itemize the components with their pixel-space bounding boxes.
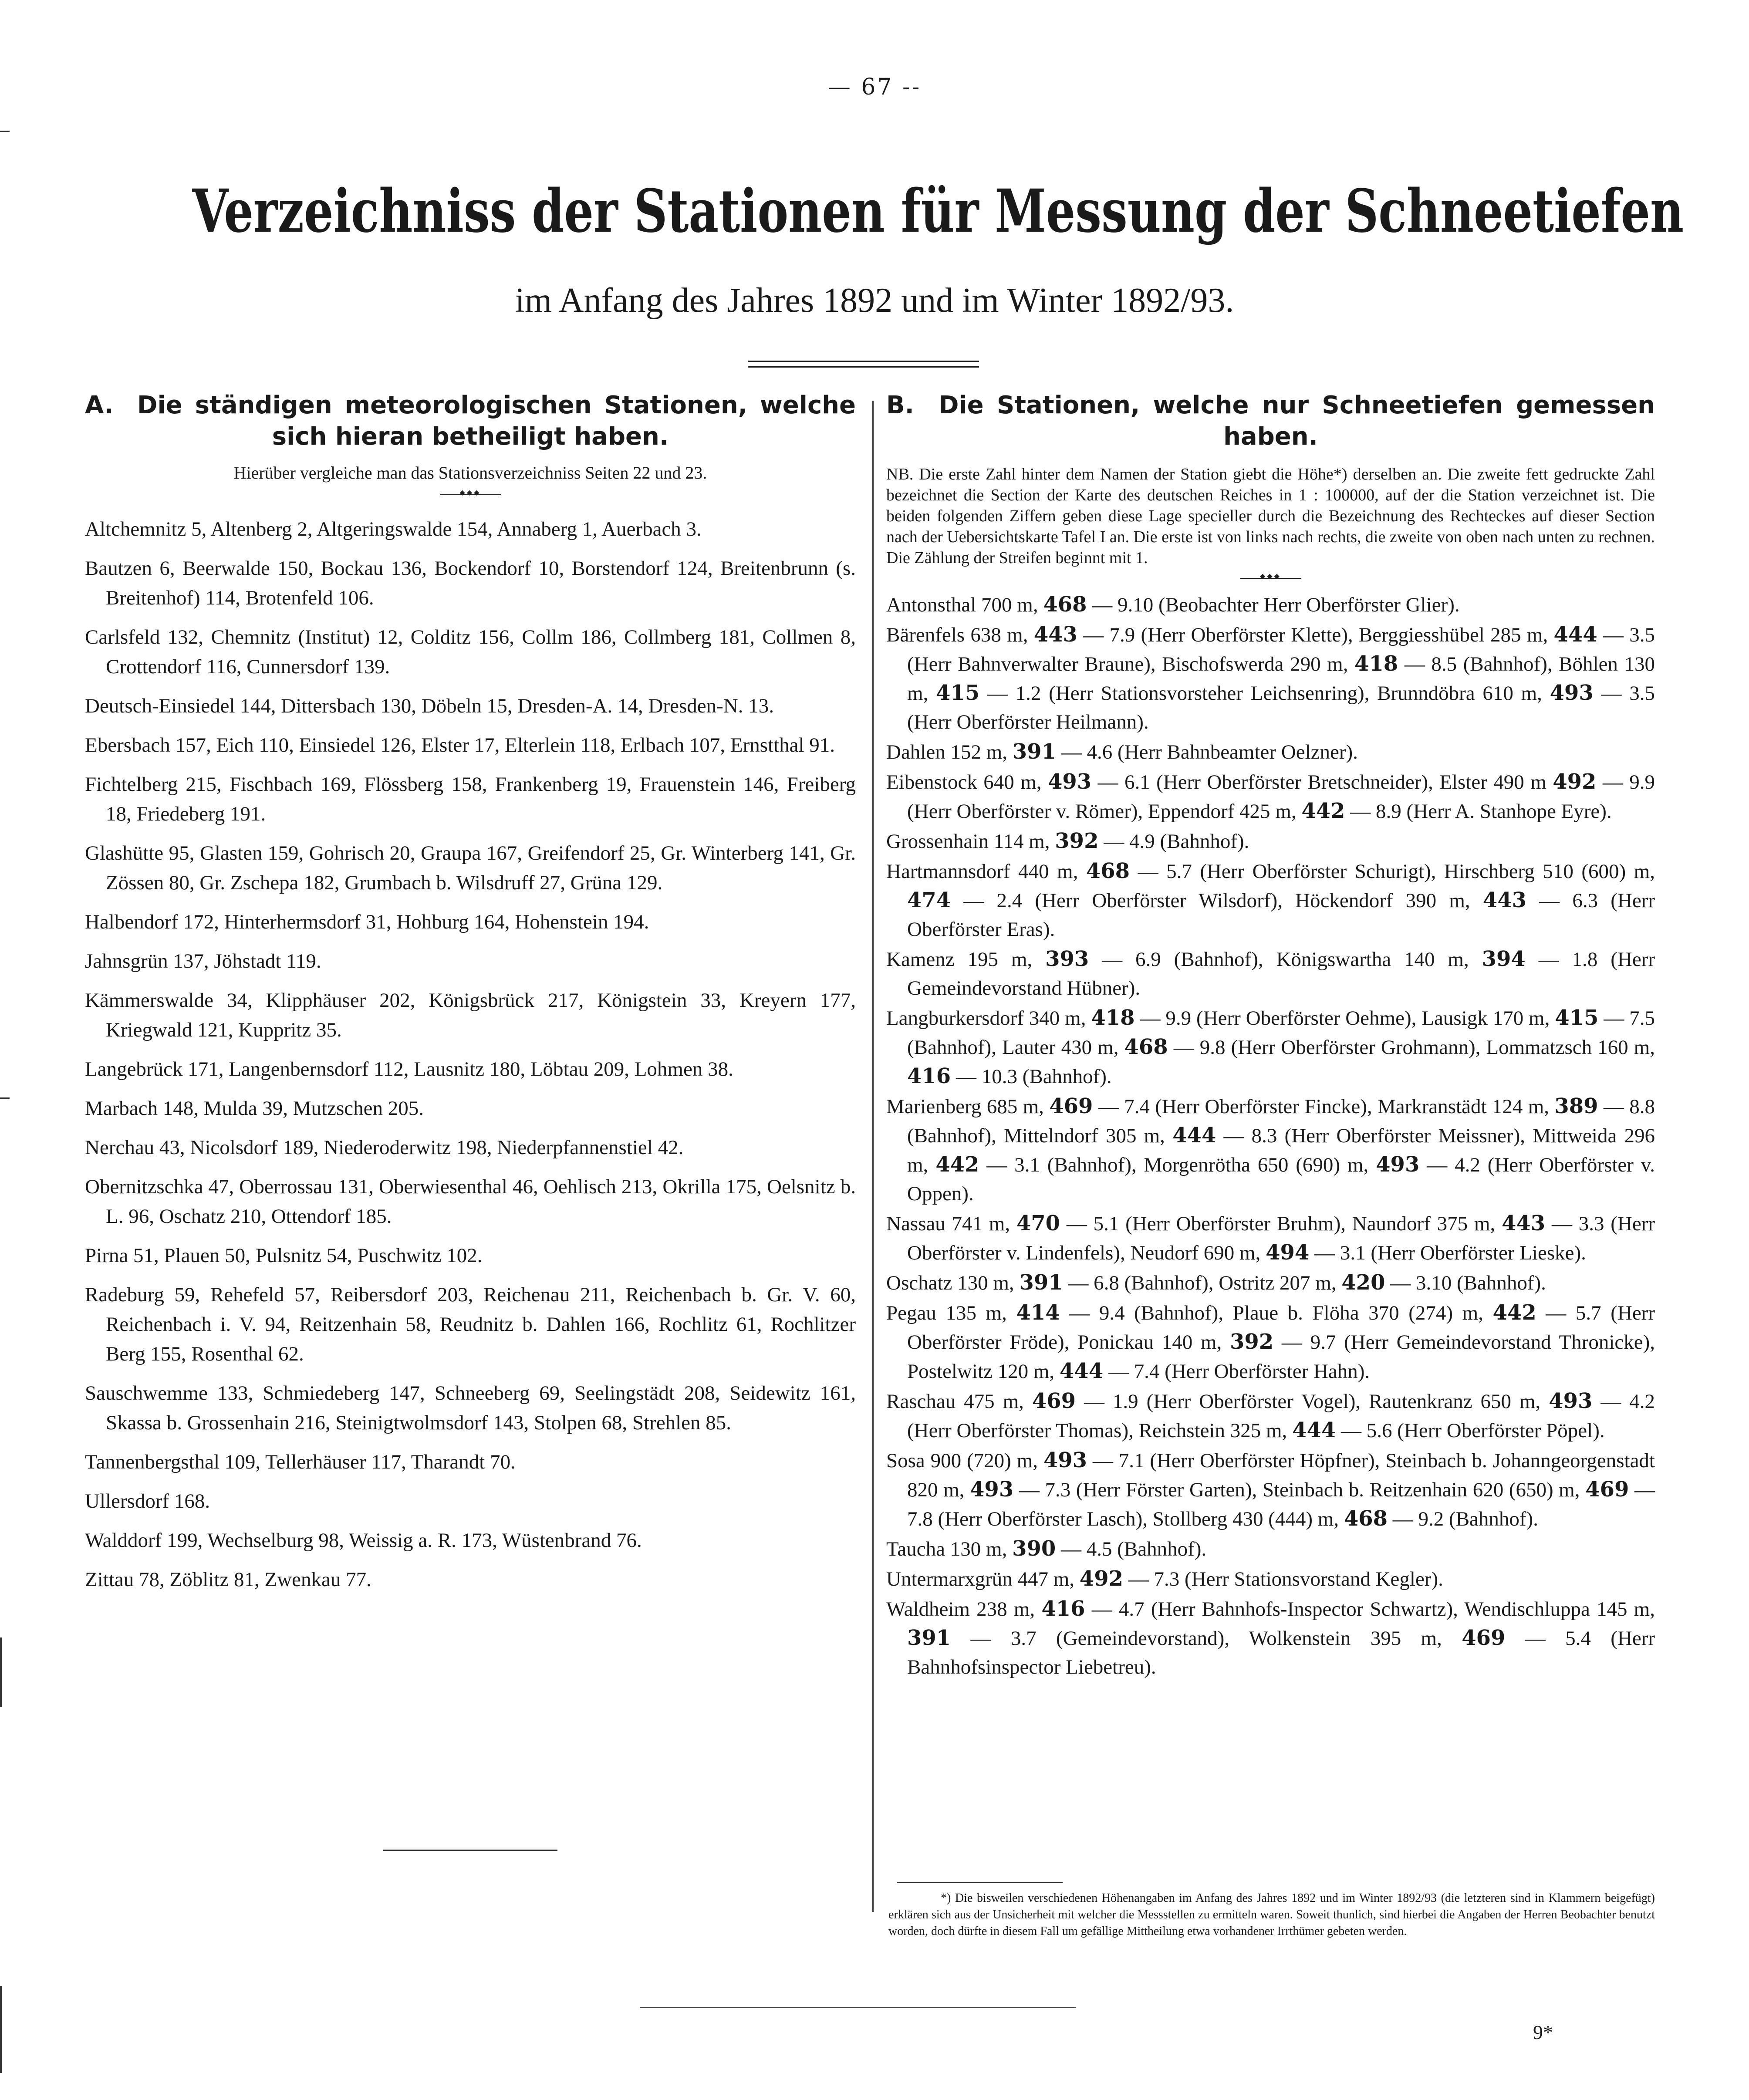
entry-text: Bärenfels 638 m, xyxy=(886,624,1034,646)
map-section-number: 494 xyxy=(1266,1240,1310,1265)
map-section-number: 442 xyxy=(1492,1300,1536,1325)
map-section-number: 493 xyxy=(1550,681,1594,705)
station-entry: Jahnsgrün 137, Jöhstadt 119. xyxy=(85,950,321,972)
map-section-number: 493 xyxy=(1047,770,1092,794)
station-entry xyxy=(886,827,1655,856)
entry-text: Oschatz 130 m, xyxy=(886,1272,1020,1294)
entry-text: — 4.7 (Herr Bahnhofs-Inspector Schwartz), Wendischluppa 145 m, xyxy=(1085,1598,1655,1621)
entry-text: — 6.3 (Herr Oberförster Eras). xyxy=(907,889,1655,941)
entry-text: — 7.4 (Herr Oberförster Hahn). xyxy=(1103,1360,1370,1383)
station-entry: Ullersdorf 168. xyxy=(85,1490,210,1513)
entry-text: — 4.6 (Herr Bahnbeamter Oelzner). xyxy=(1056,741,1358,763)
entry-text: — 1.2 (Herr Stationsvorsteher Leichsenring), Brunndöbra 610 m, xyxy=(979,682,1550,705)
entry-text: — 9.4 (Bahnhof), Plaue b. Flöha 370 (274) m, xyxy=(1060,1302,1493,1324)
entry-text: — 7.3 (Herr Stationsvorstand Kegler). xyxy=(1123,1568,1443,1590)
entry-text: — 3.7 (Gemeindevorstand), Wolkenstein 395 m, xyxy=(951,1627,1462,1650)
section-b xyxy=(886,390,1655,1682)
map-section-number: 443 xyxy=(1501,1211,1546,1236)
map-section-number: 469 xyxy=(1462,1626,1506,1650)
entry-text: — 9.9 (Herr Oberförster Oehme), Lausigk 170 m, xyxy=(1134,1007,1555,1030)
map-section-number: 470 xyxy=(1016,1211,1060,1236)
map-section-number: 468 xyxy=(1043,592,1087,617)
entry-text: — 10.3 (Bahnhof). xyxy=(951,1065,1112,1088)
entry-text: — 7.1 (Herr Oberförster Höpfner), Steinbach b. Johanngeorgenstadt 820 m, xyxy=(907,1449,1655,1501)
entry-text: — 7.8 (Herr Oberförster Lasch), Stollberg 430 (444) m, xyxy=(907,1479,1655,1530)
station-entry: Walddorf 199, Wechselburg 98, Weissig a. R. 173, Wüstenbrand 76. xyxy=(85,1529,642,1552)
section-a-heading-line1: Die ständigen meteorologischen Stationen, welche xyxy=(137,391,856,419)
entry-text: — 2.4 (Herr Oberförster Wilsdorf), Höckendorf 390 m, xyxy=(951,889,1483,912)
map-section-number: 493 xyxy=(1376,1152,1420,1177)
section-b-heading-line1: Die Stationen, welche nur Schneetiefen gemessen xyxy=(939,391,1655,419)
map-section-number: 469 xyxy=(1049,1094,1093,1118)
station-entry: Pirna 51, Plauen 50, Pulsnitz 54, Puschwitz 102. xyxy=(85,1244,483,1267)
column-divider xyxy=(872,401,874,1912)
station-entry xyxy=(886,1298,1655,1386)
page-title: Verzeichniss der Stationen für Messung der Schneetiefen xyxy=(192,176,1684,246)
station-entry: Halbendorf 172, Hinterhermsdorf 31, Hohburg 164, Hohenstein 194. xyxy=(85,911,649,933)
entry-text: Eibenstock 640 m, xyxy=(886,771,1048,793)
entry-text: — 3.10 (Bahnhof). xyxy=(1385,1272,1546,1294)
map-section-number: 390 xyxy=(1012,1536,1056,1561)
map-section-number: 443 xyxy=(1482,888,1526,912)
station-entry: Bautzen 6, Beerwalde 150, Bockau 136, Bockendorf 10, Borstendorf 124, Breitenbrunn (s. Breitenhof) 114, Brotenfeld 106. xyxy=(85,557,856,609)
map-section-number: 444 xyxy=(1172,1123,1216,1148)
map-section-number: 414 xyxy=(1016,1300,1060,1325)
station-entry xyxy=(886,1268,1655,1297)
map-section-number: 394 xyxy=(1482,947,1526,971)
map-section-number: 492 xyxy=(1553,770,1597,794)
station-entry: Zittau 78, Zöblitz 81, Zwenkau 77. xyxy=(85,1568,371,1591)
entry-text: Nassau 741 m, xyxy=(886,1212,1016,1235)
entry-text: — 6.1 (Herr Oberförster Bretschneider), Elster 490 m xyxy=(1091,771,1553,793)
entry-text: — 9.2 (Bahnhof). xyxy=(1388,1508,1538,1530)
section-a-letter: A. xyxy=(85,391,114,419)
map-section-number: 468 xyxy=(1086,859,1130,883)
entry-text: — 7.4 (Herr Oberförster Fincke), Markranstädt 124 m, xyxy=(1093,1095,1555,1118)
entry-text: — 7.9 (Herr Oberförster Klette), Berggiesshübel 285 m, xyxy=(1077,624,1554,646)
map-section-number: 391 xyxy=(1012,739,1056,764)
section-a xyxy=(85,390,856,1604)
entry-text: — 8.8 (Bahnhof), Mittelndorf 305 m, xyxy=(907,1095,1655,1147)
map-section-number: 416 xyxy=(907,1064,951,1088)
entry-text: — 8.5 (Bahnhof), Böhlen 130 m, xyxy=(907,653,1655,705)
entry-text: — 5.4 (Herr Bahnhofsinspector Liebetreu). xyxy=(907,1627,1655,1678)
section-a-heading xyxy=(85,390,856,452)
entry-text: — 4.9 (Bahnhof). xyxy=(1098,830,1249,853)
station-entry xyxy=(886,1003,1655,1091)
entry-text: Marienberg 685 m, xyxy=(886,1095,1050,1118)
entry-text: Untermarxgrün 447 m, xyxy=(886,1568,1080,1590)
map-section-number: 442 xyxy=(935,1152,979,1177)
station-entry xyxy=(886,1209,1655,1267)
footnote-rule xyxy=(897,1882,1063,1883)
scan-edge-mark xyxy=(0,1637,2,1707)
station-entry xyxy=(886,590,1655,619)
station-entry xyxy=(886,1534,1655,1563)
entry-text: — 9.10 (Beobachter Herr Oberförster Glier). xyxy=(1087,594,1460,616)
map-section-number: 493 xyxy=(1043,1448,1087,1472)
map-section-number: 474 xyxy=(907,888,951,912)
map-section-number: 468 xyxy=(1124,1035,1168,1059)
entry-text: Sosa 900 (720) m, xyxy=(886,1449,1043,1472)
entry-text: — 3.3 (Herr Oberförster v. Lindenfels), Neudorf 690 m, xyxy=(907,1212,1655,1264)
map-section-number: 393 xyxy=(1045,947,1089,971)
station-entry: Radeburg 59, Rehefeld 57, Reibersdorf 203, Reichenau 211, Reichenbach b. Gr. V. 60, Reichenbach i. V. 94, Reitzenhain 58, Reudnitz b. Dahlen 166, Rochlitz 61, Rochlitzer Berg 155, Rosenthal 62. xyxy=(85,1283,856,1365)
entry-text: — 8.3 (Herr Oberförster Meissner), Mittweida 296 m, xyxy=(907,1124,1655,1176)
map-section-number: 392 xyxy=(1230,1330,1274,1354)
station-entry xyxy=(886,1594,1655,1681)
station-entry xyxy=(886,857,1655,944)
station-entry xyxy=(886,737,1655,766)
section-a-note: Hierüber vergleiche man das Stationsverzeichniss Seiten 22 und 23. xyxy=(233,463,707,483)
map-section-number: 444 xyxy=(1059,1359,1104,1383)
entry-text: — 3.5 (Herr Oberförster Heilmann). xyxy=(907,682,1655,733)
station-entry: Deutsch-Einsiedel 144, Dittersbach 130, Döbeln 15, Dresden-A. 14, Dresden-N. 13. xyxy=(85,695,774,717)
map-section-number: 442 xyxy=(1301,799,1345,823)
entry-text: Raschau 475 m, xyxy=(886,1390,1032,1413)
page-number: — 67 -- xyxy=(827,74,922,100)
station-entry: Obernitzschka 47, Oberrossau 131, Oberwiesenthal 46, Oehlisch 213, Okrilla 175, Oelsnitz b. L. 96, Oschatz 210, Ottendorf 185. xyxy=(85,1175,856,1228)
section-b-heading xyxy=(886,390,1655,452)
station-entry xyxy=(886,1446,1655,1533)
entry-text: — 7.3 (Herr Förster Garten), Steinbach b. Reitzenhain 620 (650) m, xyxy=(1013,1479,1586,1501)
section-b-nb-note: NB. Die erste Zahl hinter dem Namen der Station giebt die Höhe*) derselben an. Die zweite fett gedruckte Zahl bezeichnet die Section der Karte des deutschen Reiches in 1 : 100000, auf der die Station verzeichnet ist. Die beiden folgenden Ziffern geben diese Lage specieller durch die Bezeichnung des Rechteckes auf dieser Section nach der Uebersichtskarte Tafel I an. Die erste ist von links nach rechts, die zweite von oben nach unten zu rechnen. Die Zählung der Streifen beginnt mit 1. xyxy=(886,465,1655,567)
map-section-number: 389 xyxy=(1554,1094,1598,1118)
scan-edge-mark xyxy=(0,1097,10,1099)
entry-text: Pegau 135 m, xyxy=(886,1302,1016,1324)
map-section-number: 391 xyxy=(907,1626,951,1650)
entry-text: — 9.9 (Herr Oberförster v. Römer), Eppendorf 425 m, xyxy=(907,771,1655,823)
entry-text: — 4.2 (Herr Oberförster v. Oppen). xyxy=(907,1154,1655,1205)
station-entry xyxy=(886,1092,1655,1208)
entry-text: — 7.5 (Bahnhof), Lauter 430 m, xyxy=(907,1007,1655,1059)
ornament-divider xyxy=(1240,576,1301,581)
map-section-number: 444 xyxy=(1553,622,1597,647)
scan-edge-mark xyxy=(0,131,10,132)
map-section-number: 469 xyxy=(1585,1477,1629,1502)
entry-text: — 5.7 (Herr Oberförster Schurigt), Hirschberg 510 (600) m, xyxy=(1130,860,1655,883)
footnote: *) Die bisweilen verschiedenen Höhenangaben im Anfang des Jahres 1892 und im Winter 1892/93 (die letzteren sind in Klammern beigefügt) erklären sich aus der Unsicherheit mit welcher die Messstellen zu ermitteln waren. Soweit thunlich, sind hierbei die Angaben der Herren Beobachter benutzt worden, doch dürfte in diesem Fall um gefällige Mittheilung etwa vorhandener Irrthümer gebeten werden. xyxy=(888,1891,1655,1938)
station-entry: Sauschwemme 133, Schmiedeberg 147, Schneeberg 69, Seelingstädt 208, Seidewitz 161, Skassa b. Grossenhain 216, Steinigtwolmsdorf 143, Stolpen 68, Strehlen 85. xyxy=(85,1382,856,1434)
map-section-number: 416 xyxy=(1041,1597,1085,1621)
entry-text: — 6.8 (Bahnhof), Ostritz 207 m, xyxy=(1063,1272,1342,1294)
station-entry xyxy=(886,767,1655,826)
entry-text: — 1.8 (Herr Gemeindevorstand Hübner). xyxy=(907,948,1655,999)
map-section-number: 443 xyxy=(1033,622,1077,647)
signature-mark: 9* xyxy=(1533,2021,1553,2043)
map-section-number: 420 xyxy=(1341,1270,1385,1295)
station-entry: Kämmerswalde 34, Klipphäuser 202, Königsbrück 217, Königstein 33, Kreyern 177, Kriegwald 121, Kuppritz 35. xyxy=(85,989,856,1041)
entry-text: Taucha 130 m, xyxy=(886,1538,1013,1560)
entry-text: Grossenhain 114 m, xyxy=(886,830,1055,853)
section-a-end-rule xyxy=(383,1850,557,1851)
map-section-number: 415 xyxy=(1555,1006,1599,1030)
station-entry xyxy=(886,1387,1655,1445)
station-entry xyxy=(886,620,1655,736)
entry-text: — 4.2 (Herr Oberförster Thomas), Reichstein 325 m, xyxy=(907,1390,1655,1442)
station-entry: Glashütte 95, Glasten 159, Gohrisch 20, Graupa 167, Greifendorf 25, Gr. Winterberg 141, Gr. Zössen 80, Gr. Zschepa 182, Grumbach b. Wilsdruff 27, Grüna 129. xyxy=(85,842,856,894)
map-section-number: 492 xyxy=(1079,1567,1123,1591)
scan-edge-mark xyxy=(0,1986,2,2073)
entry-text: — 8.9 (Herr A. Stanhope Eyre). xyxy=(1345,800,1612,823)
entry-text: — 9.7 (Herr Gemeindevorstand Thronicke), Postelwitz 120 m, xyxy=(907,1331,1655,1383)
entry-text: — 3.1 (Bahnhof), Morgenrötha 650 (690) m, xyxy=(979,1154,1376,1176)
entry-text: Antonsthal 700 m, xyxy=(886,594,1043,616)
map-section-number: 391 xyxy=(1019,1270,1063,1295)
station-entry xyxy=(886,1564,1655,1594)
entry-text: — 3.5 (Herr Bahnverwalter Braune), Bischofswerda 290 m, xyxy=(907,624,1655,675)
station-entry xyxy=(886,945,1655,1003)
title-double-rule xyxy=(748,361,979,368)
map-section-number: 392 xyxy=(1055,829,1099,853)
ornament-divider xyxy=(440,493,501,497)
station-entry: Carlsfeld 132, Chemnitz (Institut) 12, Colditz 156, Collm 186, Collmberg 181, Collmen 8, Crottendorf 116, Cunnersdorf 139. xyxy=(85,626,856,678)
station-entry: Langebrück 171, Langenbernsdorf 112, Lausnitz 180, Löbtau 209, Lohmen 38. xyxy=(85,1058,733,1080)
map-section-number: 469 xyxy=(1032,1389,1076,1413)
station-entry: Tannenbergsthal 109, Tellerhäuser 117, Tharandt 70. xyxy=(85,1451,516,1473)
map-section-number: 444 xyxy=(1292,1418,1336,1442)
section-b-heading-line2: haben. xyxy=(1223,422,1318,451)
entry-text: Hartmannsdorf 440 m, xyxy=(886,860,1086,883)
map-section-number: 415 xyxy=(936,681,980,705)
entry-text: — 5.1 (Herr Oberförster Bruhm), Naundorf 375 m, xyxy=(1060,1212,1502,1235)
entry-text: — 6.9 (Bahnhof), Königswartha 140 m, xyxy=(1089,948,1482,971)
entry-text: — 5.6 (Herr Oberförster Pöpel). xyxy=(1336,1419,1605,1442)
station-entry: Fichtelberg 215, Fischbach 169, Flössberg 158, Frankenberg 19, Frauenstein 146, Freiberg 18, Friedeberg 191. xyxy=(85,773,856,825)
entry-text: Dahlen 152 m, xyxy=(886,741,1013,763)
entry-text: — 9.8 (Herr Oberförster Grohmann), Lommatzsch 160 m, xyxy=(1168,1036,1655,1059)
station-entry: Altchemnitz 5, Altenberg 2, Altgeringswalde 154, Annaberg 1, Auerbach 3. xyxy=(85,518,702,540)
map-section-number: 418 xyxy=(1354,652,1398,676)
bottom-rule xyxy=(640,2007,1076,2008)
station-entry: Marbach 148, Mulda 39, Mutzschen 205. xyxy=(85,1097,424,1120)
entry-text: — 3.1 (Herr Oberförster Lieske). xyxy=(1309,1242,1586,1264)
map-section-number: 493 xyxy=(970,1477,1014,1502)
entry-text: — 1.9 (Herr Oberförster Vogel), Rautenkranz 650 m, xyxy=(1076,1390,1549,1413)
entry-text: Waldheim 238 m, xyxy=(886,1598,1042,1621)
entry-text: — 4.5 (Bahnhof). xyxy=(1056,1538,1207,1560)
page-subtitle: im Anfang des Jahres 1892 und im Winter 1892/93. xyxy=(515,281,1234,320)
map-section-number: 468 xyxy=(1344,1506,1388,1531)
entry-text: Langburkersdorf 340 m, xyxy=(886,1007,1091,1030)
section-b-entries xyxy=(886,590,1655,1681)
map-section-number: 493 xyxy=(1549,1389,1593,1413)
section-b-letter: B. xyxy=(886,391,914,419)
section-a-entries xyxy=(85,514,856,1594)
entry-text: Kamenz 195 m, xyxy=(886,948,1046,971)
station-entry: Nerchau 43, Nicolsdorf 189, Niederoderwitz 198, Niederpfannenstiel 42. xyxy=(85,1136,684,1159)
entry-text: — 5.7 (Herr Oberförster Fröde), Ponickau 140 m, xyxy=(907,1302,1655,1354)
section-a-heading-line2: sich hieran betheiligt haben. xyxy=(272,422,669,451)
station-entry: Ebersbach 157, Eich 110, Einsiedel 126, Elster 17, Elterlein 118, Erlbach 107, Ernstthal 91. xyxy=(85,734,835,756)
map-section-number: 418 xyxy=(1091,1006,1135,1030)
